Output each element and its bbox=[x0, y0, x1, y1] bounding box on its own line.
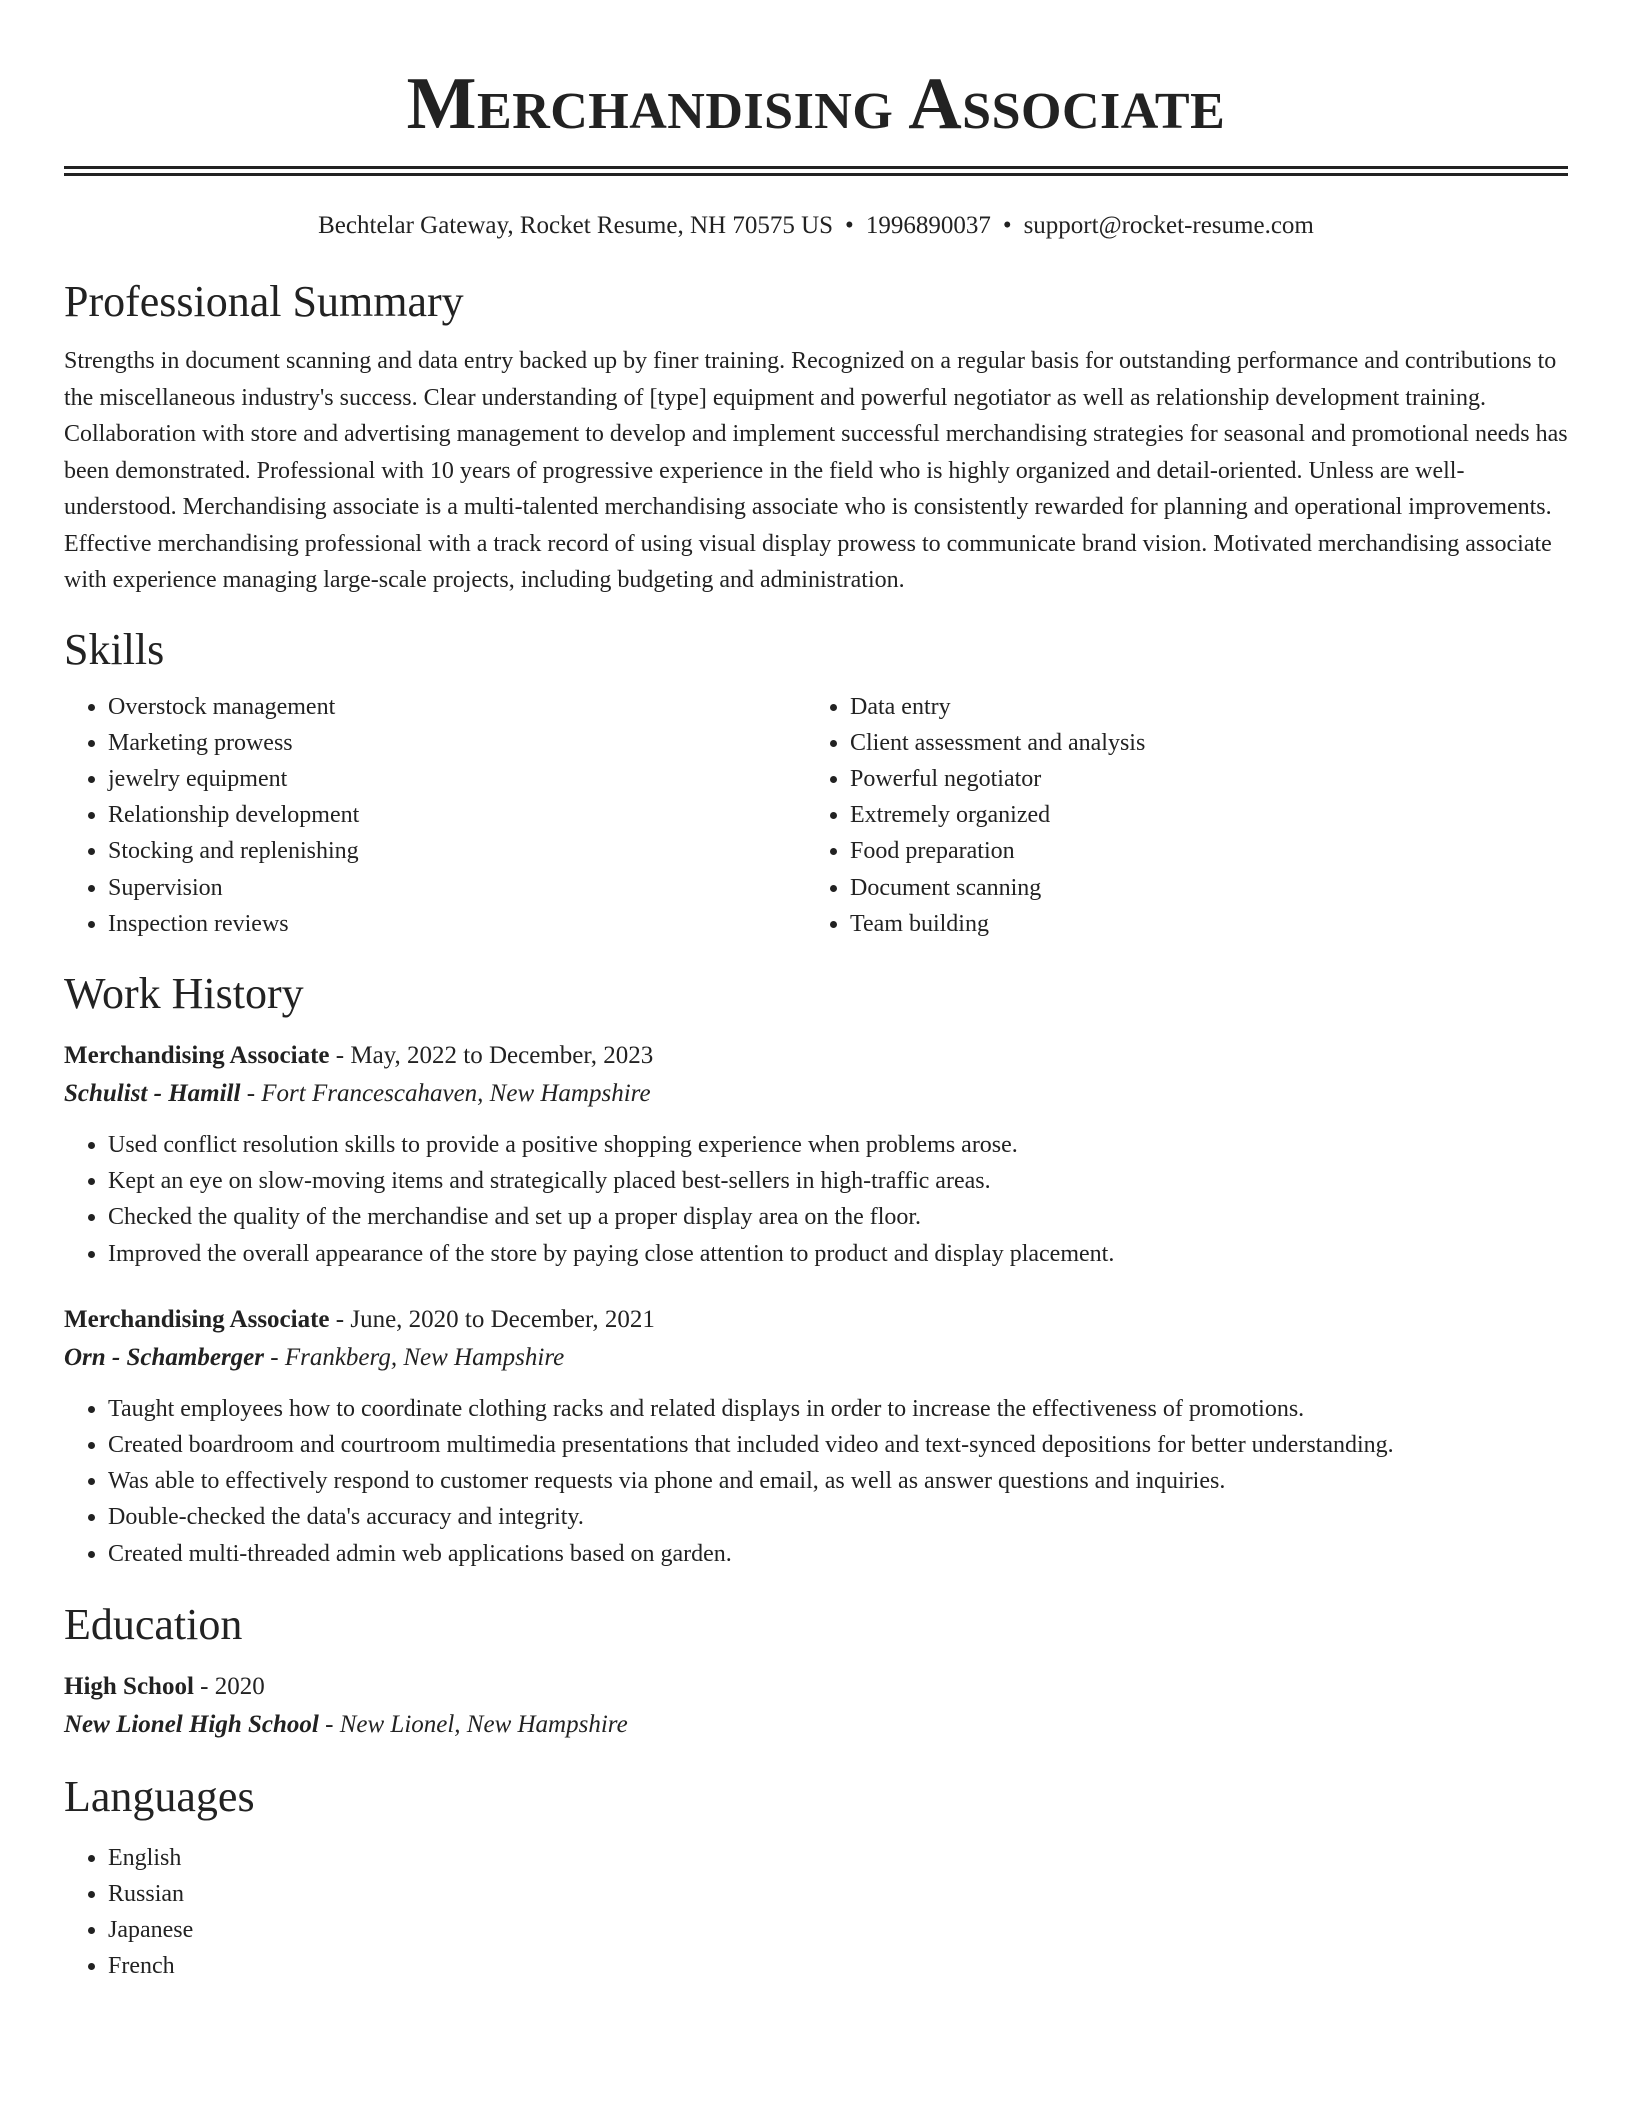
job-bullet: • Checked the quality of the merchandise and set up a proper display area on the floor. bbox=[108, 1199, 1568, 1235]
skill-item: • Extremely organized bbox=[850, 797, 1548, 833]
language-item: • Japanese bbox=[108, 1912, 1568, 1948]
skill-item: • Team building bbox=[850, 906, 1548, 942]
section-heading-languages: Languages bbox=[64, 1771, 255, 1821]
skills-list-left bbox=[64, 689, 806, 942]
skill-item: • Inspection reviews bbox=[108, 906, 806, 942]
language-item: • Russian bbox=[108, 1876, 1568, 1912]
job-title: Merchandising Associate bbox=[64, 1305, 330, 1333]
job-bullet: • Was able to effectively respond to customer requests via phone and email, as well as answer questions and inquiries. bbox=[108, 1463, 1568, 1499]
skills-column-left bbox=[64, 689, 806, 942]
skills-column-right bbox=[806, 689, 1548, 942]
skills-list-right bbox=[806, 689, 1548, 942]
job-location: - Fort Francescahaven, New Hampshire bbox=[240, 1079, 651, 1107]
language-item: • English bbox=[108, 1840, 1568, 1876]
skill-item: • jewelry equipment bbox=[108, 761, 806, 797]
section-heading-education: Education bbox=[64, 1599, 243, 1649]
job-bullets bbox=[64, 1127, 1568, 1272]
job-company: Orn - Schamberger bbox=[64, 1343, 265, 1371]
skill-item: • Relationship development bbox=[108, 797, 806, 833]
education-degree-line bbox=[64, 1668, 1568, 1706]
job-company-line bbox=[64, 1075, 1568, 1113]
contact-separator: • bbox=[845, 212, 854, 239]
summary-text: Strengths in document scanning and data entry backed up by finer training. Recognized on a regular basis for outstanding performance and contributions to the miscellaneous industry's success. Clear understanding of [type] equipment and powerful negotiator as well as relationship development training. Collaboration with store and advertising management to develop and implement successful merchandising strategies for seasonal and promotional needs has been demonstrated. Professional with 10 years of progressive experience in the field who is highly organized and detail-oriented. Unless are well-understood. Merchandising associate is a multi-talented merchandising associate who is consistently rewarded for planning and operational improvements. Effective merchandising professional with a track record of using visual display prowess to communicate brand vision. Motivated merchandising associate with experience managing large-scale projects, including budgeting and administration. bbox=[64, 348, 1568, 593]
job-company: Schulist - Hamill bbox=[64, 1079, 241, 1107]
job-entry bbox=[64, 1037, 1568, 1272]
job-dates: - May, 2022 to December, 2023 bbox=[329, 1041, 654, 1069]
skills-grid bbox=[64, 689, 1568, 942]
job-company-line bbox=[64, 1339, 1568, 1377]
job-bullet: • Created boardroom and courtroom multimedia presentations that included video and text-synced depositions for better understanding. bbox=[108, 1427, 1568, 1463]
skill-item: • Stocking and replenishing bbox=[108, 833, 806, 869]
skill-item: • Data entry bbox=[850, 689, 1548, 725]
job-entry bbox=[64, 1301, 1568, 1572]
job-bullet: • Used conflict resolution skills to provide a positive shopping experience when problems arose. bbox=[108, 1127, 1568, 1163]
job-bullet: • Double-checked the data's accuracy and integrity. bbox=[108, 1499, 1568, 1535]
job-bullet: • Kept an eye on slow-moving items and strategically placed best-sellers in high-traffic areas. bbox=[108, 1163, 1568, 1199]
resume-title: Merchandising Associate bbox=[406, 63, 1226, 145]
education-location: - New Lionel, New Hampshire bbox=[318, 1710, 628, 1738]
skill-item: • Supervision bbox=[108, 870, 806, 906]
skill-item: • Marketing prowess bbox=[108, 725, 806, 761]
job-dates: - June, 2020 to December, 2021 bbox=[329, 1305, 655, 1333]
skill-item: • Client assessment and analysis bbox=[850, 725, 1548, 761]
job-title-line bbox=[64, 1301, 1568, 1339]
language-item: • French bbox=[108, 1948, 1568, 1984]
education-entry bbox=[64, 1668, 1568, 1744]
contact-separator: • bbox=[1002, 212, 1012, 239]
section-heading-work-history: Work History bbox=[64, 968, 304, 1018]
job-bullet: • Improved the overall appearance of the store by paying close attention to product and display placement. bbox=[108, 1236, 1568, 1272]
contact-line bbox=[64, 208, 1568, 244]
contact-address: Bechtelar Gateway, Rocket Resume, NH 70575 US bbox=[318, 212, 834, 239]
education-degree: High School bbox=[64, 1672, 194, 1700]
skill-item: • Food preparation bbox=[850, 833, 1548, 869]
education-school: New Lionel High School bbox=[64, 1710, 319, 1738]
languages-list bbox=[64, 1840, 1568, 1985]
contact-email: support@rocket-resume.com bbox=[1023, 212, 1314, 239]
skill-item: • Overstock management bbox=[108, 689, 806, 725]
job-title-line bbox=[64, 1037, 1568, 1075]
job-bullets bbox=[64, 1391, 1568, 1572]
job-bullet: • Taught employees how to coordinate clothing racks and related displays in order to increase the effectiveness of promotions. bbox=[108, 1391, 1568, 1427]
section-heading-skills: Skills bbox=[64, 624, 165, 674]
contact-phone: 1996890037 bbox=[865, 212, 991, 239]
skill-item: • Powerful negotiator bbox=[850, 761, 1548, 797]
skill-item: • Document scanning bbox=[850, 870, 1548, 906]
section-heading-summary: Professional Summary bbox=[64, 277, 464, 326]
education-school-line bbox=[64, 1706, 1568, 1744]
job-title: Merchandising Associate bbox=[64, 1041, 330, 1069]
title-double-rule bbox=[64, 166, 1568, 176]
job-location: - Frankberg, New Hampshire bbox=[264, 1343, 565, 1371]
job-bullet: • Created multi-threaded admin web applications based on garden. bbox=[108, 1536, 1568, 1572]
education-year: - 2020 bbox=[193, 1672, 265, 1700]
